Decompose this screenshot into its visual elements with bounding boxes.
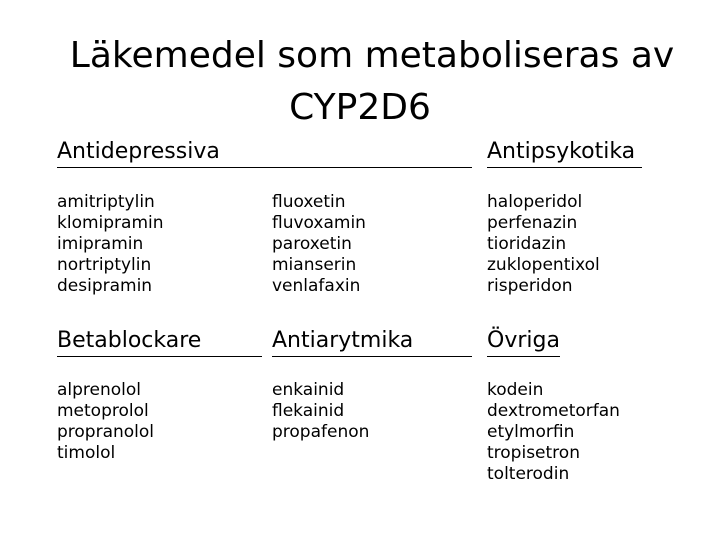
list-antiarytmika [272,380,369,443]
header-betablockare: Betablockare [57,327,262,357]
list-antidepressiva-col1 [57,192,164,297]
list-ovriga [487,380,620,485]
list-item: enkainid [272,380,345,400]
header-antiarytmika: Antiarytmika [272,327,472,357]
list-item: propafenon [272,422,370,442]
title-line-2: CYP2D6 [289,87,431,128]
header-antipsykotika: Antipsykotika [487,138,642,168]
slide-title [0,30,720,134]
title-line-1: Läkemedel som metaboliseras av [69,35,675,76]
header-antidepressiva: Antidepressiva [57,138,472,168]
list-item: desipramin [57,276,153,296]
list-item: amitriptylin [57,192,155,212]
list-item: fluoxetin [272,192,346,212]
header-ovriga: Övriga [487,327,560,357]
list-item: risperidon [487,276,573,296]
list-item: klomipramin [57,213,164,233]
list-item: fluvoxamin [272,213,366,233]
list-antidepressiva-col2 [272,192,366,297]
list-item: mianserin [272,255,357,275]
list-item: haloperidol [487,192,583,212]
list-item: perfenazin [487,213,578,233]
list-item: metoprolol [57,401,149,421]
list-item: etylmorfin [487,422,575,442]
list-item: imipramin [57,234,144,254]
list-item: kodein [487,380,544,400]
list-item: propranolol [57,422,155,442]
list-item: dextrometorfan [487,401,620,421]
list-item: timolol [57,443,116,463]
list-item: tolterodin [487,464,570,484]
list-item: alprenolol [57,380,142,400]
list-item: venlafaxin [272,276,361,296]
list-item: paroxetin [272,234,352,254]
list-item: flekainid [272,401,345,421]
list-item: tioridazin [487,234,567,254]
list-betablockare [57,380,154,464]
list-item: zuklopentixol [487,255,600,275]
list-antipsykotika [487,192,600,297]
list-item: nortriptylin [57,255,152,275]
list-item: tropisetron [487,443,580,463]
